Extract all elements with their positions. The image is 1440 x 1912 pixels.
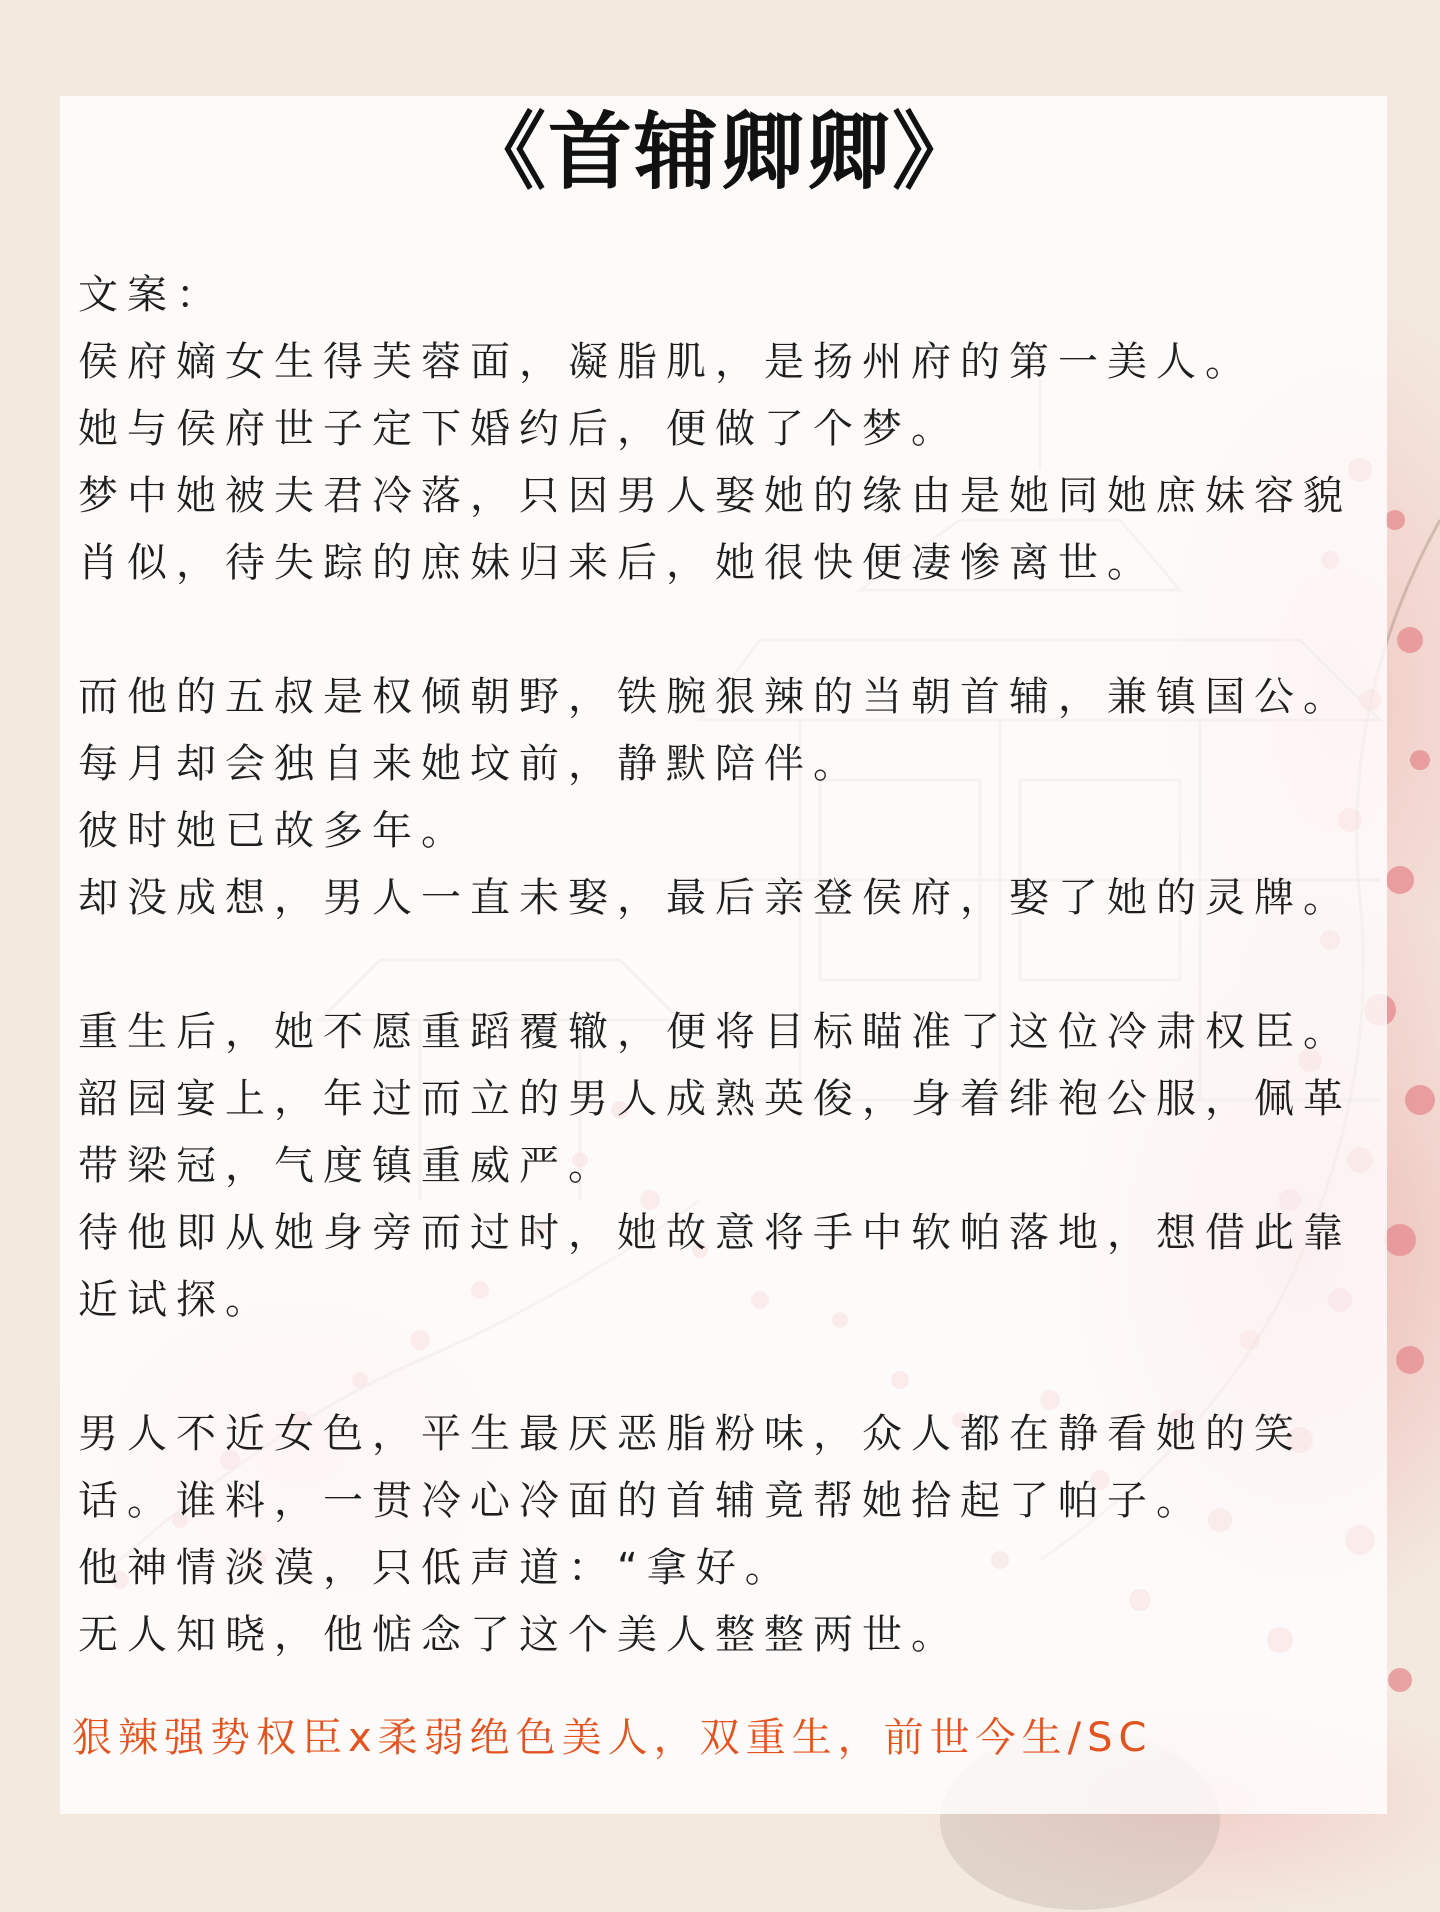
- synopsis-line: 他神情淡漠，只低声道：“拿好。: [78, 1545, 794, 1591]
- synopsis-line: 男人不近女色，平生最厌恶脂粉味，众人都在静看她的笑: [78, 1411, 1303, 1457]
- synopsis-line: 话。谁料，一贯冷心冷面的首辅竟帮她拾起了帕子。: [78, 1478, 1205, 1524]
- synopsis-line: 侯府嫡女生得芙蓉面，凝脂肌，是扬州府的第一美人。: [78, 339, 1254, 385]
- synopsis: [78, 262, 1378, 1669]
- synopsis-line: 近试探。: [78, 1277, 274, 1323]
- book-title: 《首辅卿卿》: [461, 103, 978, 201]
- synopsis-heading: 文案：: [78, 272, 225, 318]
- synopsis-line: 却没成想，男人一直未娶，最后亲登侯府，娶了她的灵牌。: [78, 875, 1352, 921]
- synopsis-line: 带梁冠，气度镇重威严。: [78, 1143, 617, 1189]
- synopsis-line: 肖似，待失踪的庶妹归来后，她很快便凄惨离世。: [78, 540, 1156, 586]
- synopsis-line: 而他的五叔是权倾朝野，铁腕狠辣的当朝首辅，兼镇国公。: [78, 674, 1352, 720]
- paragraph-gap: [78, 597, 1378, 664]
- synopsis-line: 重生后，她不愿重蹈覆辙，便将目标瞄准了这位冷肃权臣。: [78, 1009, 1352, 1055]
- paragraph-gap: [78, 932, 1378, 999]
- synopsis-line: 无人知晓，他惦念了这个美人整整两世。: [78, 1612, 960, 1658]
- synopsis-line: 彼时她已故多年。: [78, 808, 470, 854]
- synopsis-line: 梦中她被夫君冷落，只因男人娶她的缘由是她同她庶妹容貌: [78, 473, 1352, 519]
- paragraph-gap: [78, 1334, 1378, 1401]
- synopsis-line: 每月却会独自来她坟前，静默陪伴。: [78, 741, 862, 787]
- genre-tagline: 狠辣强势权臣x柔弱绝色美人，双重生，前世今生/SC: [72, 1715, 1153, 1761]
- synopsis-line: 待他即从她身旁而过时，她故意将手中软帕落地，想借此靠: [78, 1210, 1352, 1256]
- synopsis-line: 她与侯府世子定下婚约后，便做了个梦。: [78, 406, 960, 452]
- synopsis-line: 韶园宴上，年过而立的男人成熟英俊，身着绯袍公服，佩革: [78, 1076, 1352, 1122]
